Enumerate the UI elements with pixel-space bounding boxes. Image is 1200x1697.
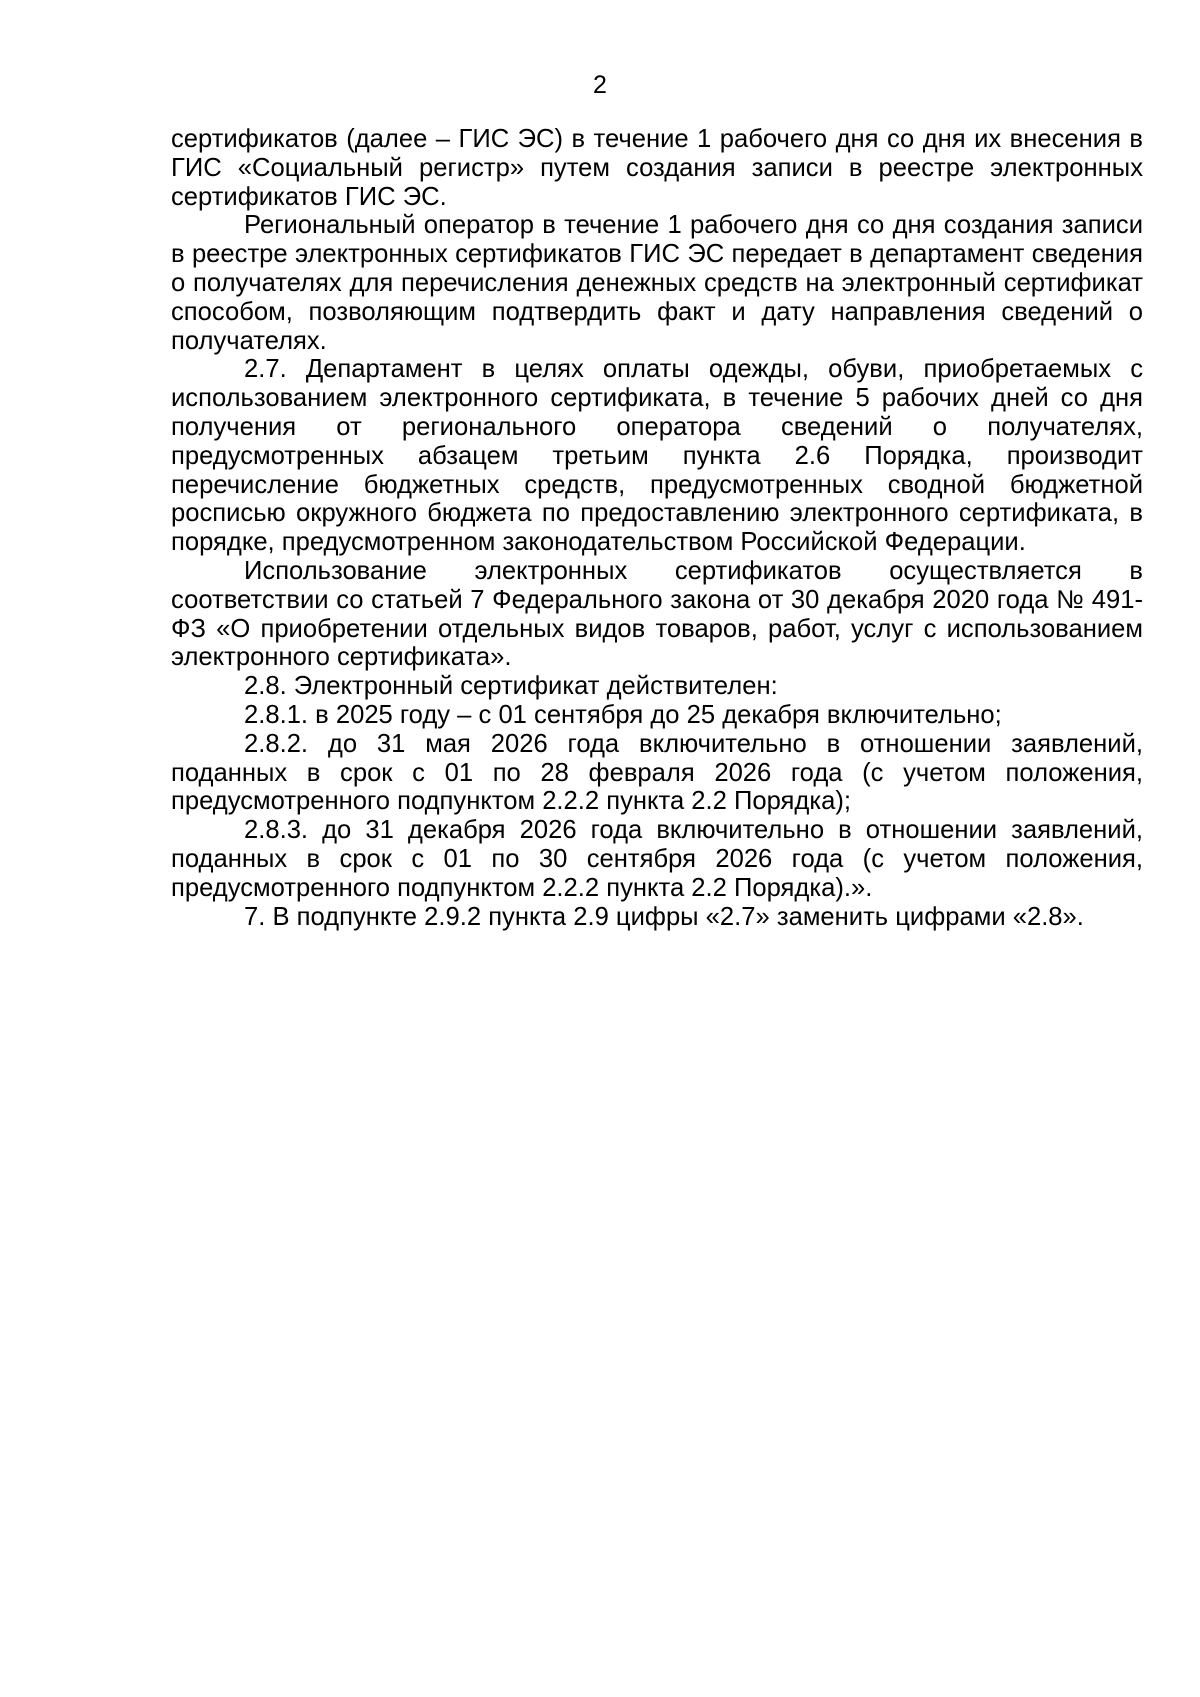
paragraph-2-8-2: 2.8.2. до 31 мая 2026 года включительно в отношении заявлений, поданных в срок с 01 по 28 февраля 2026 года (с учетом положения, предусмотренного подпунктом 2.2.2 пункта 2.2 Порядка); bbox=[171, 729, 1143, 816]
paragraph-2-7: 2.7. Департамент в целях оплаты одежды, обуви, приобретаемых с использованием электронного сертификата, в течение 5 рабочих дней со дня получения от регионального оператора сведений о получателях, предусмотренных абзацем третьим пункта 2.6 Порядка, производит перечисление бюджетных средств, предусмотренных сводной бюджетной росписью окружного бюджета по предоставлению электронного сертификата, в порядке, предусмотренном законодательством Российской Федерации. bbox=[171, 355, 1143, 557]
paragraph-item-7: 7. В подпункте 2.9.2 пункта 2.9 цифры «2.7» заменить цифрами «2.8». bbox=[244, 902, 1084, 931]
paragraph-continuation: сертификатов (далее – ГИС ЭС) в течение 1 рабочего дня со дня их внесения в ГИС «Социальный регистр» путем создания записи в реестре электронных сертификатов ГИС ЭС. bbox=[171, 125, 1143, 211]
paragraph-2-8-1: 2.8.1. в 2025 году – с 01 сентября до 25 декабря включительно; bbox=[244, 700, 1002, 729]
paragraph-2-8-3: 2.8.3. до 31 декабря 2026 года включительно в отношении заявлений, поданных в срок с 01 по 30 сентября 2026 года (с учетом положения, предусмотренного подпунктом 2.2.2 пункта 2.2 Порядка).». bbox=[171, 816, 1143, 902]
paragraph-regional-operator: Региональный оператор в течение 1 рабочего дня со дня создания записи в реестре электронных сертификатов ГИС ЭС передает в департамент сведения о получателях для перечисления денежных средств на электронный сертификат способом, позволяющим подтвердить факт и дату направления сведений о получателях. bbox=[171, 211, 1143, 355]
paragraph-certificate-usage: Использование электронных сертификатов осуществляется в соответствии со статьей 7 Федерального закона от 30 декабря 2020 года № 491-ФЗ «О приобретении отдельных видов товаров, работ, услуг с использованием электронного сертификата». bbox=[171, 556, 1143, 672]
page-number: 2 bbox=[593, 71, 607, 99]
paragraph-2-8: 2.8. Электронный сертификат действителен: bbox=[244, 672, 778, 701]
document-body bbox=[171, 125, 1143, 931]
